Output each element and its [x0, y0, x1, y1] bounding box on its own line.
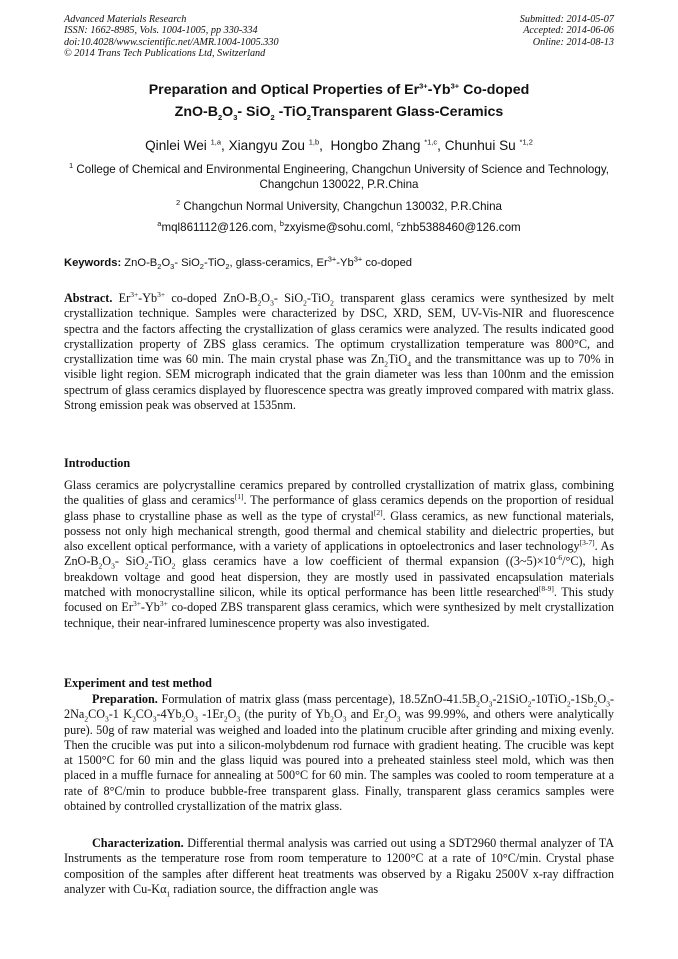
- accepted-date: Accepted: 2014-06-06: [523, 25, 614, 37]
- journal-name: Advanced Materials Research: [64, 14, 187, 25]
- abstract-label: Abstract.: [64, 291, 113, 305]
- experiment-heading: Experiment and test method: [64, 676, 212, 690]
- author-emails: $^a$mql861112@126.com, $^b$zxyisme@sohu.coml, $^c$zhb5388460@126.com: [157, 219, 521, 234]
- abstract: Abstract. $Er^{3+}-Yb^{3+}$ co-doped ZnO-$B_2O_3-$ SiO$_2$-TiO$_2$ transparent glass ceramics were synthesized by melt crystallization technique. Samples were characterized by DSC, XRD, SEM, UV-Vis-NIR and fluorescence spectra and the factors affecting the crystallization of glass ceramics were analyzed. The results indicated good crystallization property of ZBS glass ceramics. The optimum crystallization temperature was 800°C, and crystallization time was 60 min. The main crystal phase was $Zn_2TiO_4$ and the transmittance was up to 70% in visible light region. SEM micrograph indicated that the grain diameter was less than 100nm and the emission spectrum of glass ceramics displayed by fluorescence spectra was greatly improved compared with matrix glass. Strong emission peak was observed at 1535nm.: [64, 289, 615, 413]
- preparation-paragraph: Preparation. Formulation of matrix glass (mass percentage), $18.5ZnO-41.5B_2O_3-21SiO_2-10TiO_2-1Sb_2O_3-2Na_2CO_3-1$ $K_2CO_3-4Yb_2O_3$ $-1Er_2O_3$ (the purity of $Yb_2O_3$ and $Er_2O_3$ was 99.99%, and others were analytically pure). 50g of raw material was weighed and loaded into the platinum crucible after grinding and mixing evenly. Then the crucible was put into a silicon-molybdenum rod furnace with gradient heating. The crucible was kept at 1500°C for 60 min and the glass liquid was poured into a preheated stainless steel mold, which was then placed in a muffle furnace for annealing at 500°C for 60 min. The samples was cooled to room temperature at a rate of 8°C/min to produce bubble-free transparent glass. Finally, transparent glass ceramics samples were obtained by controlled crystallization of the matrix glass.: [64, 692, 615, 814]
- copyright: © 2014 Trans Tech Publications Ltd, Switzerland: [64, 48, 266, 60]
- submitted-date: Submitted: 2014-05-07: [519, 14, 614, 25]
- preparation-label: Preparation.: [92, 692, 158, 706]
- publication-dates: [520, 14, 614, 48]
- author-name: Chunhui Su: [444, 138, 516, 153]
- introduction-heading: Introduction: [64, 456, 131, 470]
- author-name: Xiangyu Zou: [228, 138, 305, 153]
- introduction-paragraph: Glass ceramics are polycrystalline ceramics prepared by controlled crystallization of matrix glass, combining the qualities of glass and ceramics[1]. The performance of glass ceramics depends on the proportion of residual glass phase to crystalline phase as well as the type of crystal[2]. Glass ceramics, as new functional materials, possess not only high mechanical strength, good thermal and chemical stability and dielectric properties, but also excellent optical performance, with a variety of applications in optoelectronics and laser technology[3-7]. As ZnO-$B_2O_3-$ SiO$_2$-TiO$_2$ glass ceramics have a low coefficient of thermal expansion $((3\sim 5)\times 10^{-6}/^\circ C)$, high breakdown voltage and good heat dispersion, they are mostly used in passivated encapsulation materials matched with monocrystalline silicon, while its optical performance has been little researched[8-9]. This study focused on $Er^{3+}-Yb^{3+}$ co-doped ZBS transparent glass ceramics, which were synthesized by melt crystallization technique, their near-infrared luminescence property was also investigated.: [64, 478, 615, 630]
- author-name: Hongbo Zhang: [330, 138, 421, 153]
- characterization-label: Characterization.: [92, 836, 184, 850]
- online-date: Online: 2014-08-13: [532, 36, 614, 48]
- keywords: Keywords: ZnO-$B_2O_3-$ SiO$_2$-TiO$_2$, glass-ceramics, $Er^{3+}-Yb^{3+}$ co-doped: [64, 254, 413, 272]
- journal-info: [64, 14, 279, 60]
- doi: doi:10.4028/www.scientific.net/AMR.1004-1005.330: [64, 36, 279, 48]
- characterization-paragraph: Characterization. Differential thermal analysis was carried out using a SDT2960 thermal analyzer of TA Instruments as the temperature rose from room temperature to 1200°C at a rate of 10°C/min. Crystal phase composition of the samples after different heat treatments was observed by a Rigaku 2500V x-ray diffraction analyzer with $Cu-K\alpha_1$ radiation source, the diffraction angle was: [64, 836, 614, 899]
- author-list: Qinlei Wei $^{1,a}$, Xiangyu Zou $^{1,b}$, Hongbo Zhang $^{*1,c}$, Chunhui Su $^{*1,2}$: [145, 137, 533, 153]
- keywords-label: Keywords:: [64, 257, 122, 269]
- paper-title-line-1: Preparation and Optical Properties of $Er^{3+}-Yb^{3+}$ Co-doped: [148, 81, 530, 98]
- paper-title-line-2: ZnO-$B_2O_3-$ SiO$_2$ -TiO$_2$Transparent Glass-Ceramics: [174, 104, 504, 122]
- issn: ISSN: 1662-8985, Vols. 1004-1005, pp 330-334: [64, 25, 258, 37]
- affiliation-1: $^1$ College of Chemical and Environmental Engineering, Changchun University of Science and Technology, Changchun 130022, P.R.China: [69, 161, 609, 191]
- affiliation-2: $^2$ Changchun Normal University, Changchun 130032, P.R.China: [176, 198, 502, 213]
- author-name: Qinlei Wei: [145, 138, 207, 153]
